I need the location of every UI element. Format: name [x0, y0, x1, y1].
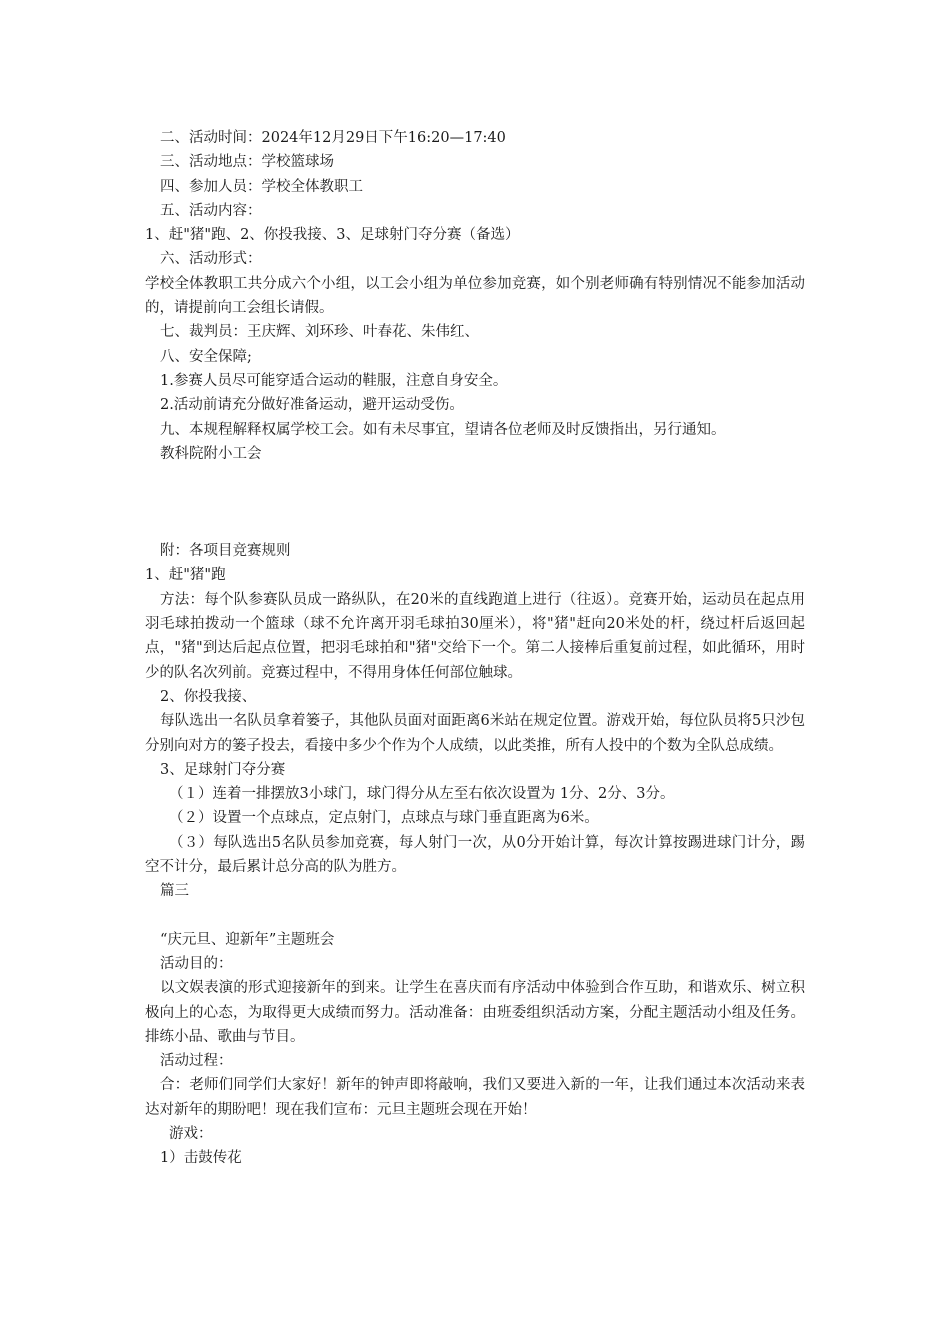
theme-title: “庆元旦、迎新年”主题班会 [160, 931, 335, 948]
purpose-heading: 活动目的： [160, 955, 233, 972]
game-heading: 游戏： [169, 1125, 213, 1142]
rule1-heading: 1、赶"猪"跑 [145, 567, 226, 584]
rule2-heading: 2、你投我接、 [160, 688, 257, 705]
participants: 四、参加人员：学校全体教职工 [160, 178, 363, 195]
purpose-paragraph: 以文娱表演的形式迎接新年的到来。让学生在喜庆而有序活动中体验到合作互助，和谐欢乐、树立积极向上的心态，为取得更大成绩而努力。活动准备：由班委组织活动方案，分配主题活动小组及任务。排练小品、歌曲与节目。 [145, 980, 805, 1045]
rule1-paragraph: 方法：每个队参赛队员成一路纵队，在20米的直线跑道上进行（往返）。竞赛开始，运动员在起点用羽毛球拍拨动一个篮球（球不允许离开羽毛球拍30厘米），将"猪"赶向20米处的杆，绕过杆后返回起点，"猪"到达后起点位置，把羽毛球拍和"猪"交给下一个。第二人接棒后重复前过程，如此循环，用时少的队名次列前。竞赛过程中，不得用身体任何部位触球。 [145, 591, 805, 681]
process-heading: 活动过程： [160, 1053, 233, 1070]
game-item-1: 1）击鼓传花 [160, 1150, 242, 1167]
referees: 七、裁判员：王庆辉、刘环珍、叶春花、朱伟红、 [160, 324, 479, 341]
process-paragraph: 合：老师们同学们大家好！新年的钟声即将敲响，我们又要进入新的一年，让我们通过本次活动来表达对新年的期盼吧！现在我们宣布：元旦主题班会现在开始！ [145, 1077, 805, 1118]
organizer: 教科院附小工会 [160, 445, 262, 462]
content-items: 1、赶"猪"跑、2、你投我接、3、足球射门夺分赛（备选） [145, 227, 520, 244]
interpretation: 九、本规程解释权属学校工会。如有未尽事宜，望请各位老师及时反馈指出，另行通知。 [160, 421, 726, 438]
rule3-item-2: （２）设置一个点球点，定点射门，点球点与球门垂直距离为6米。 [169, 810, 599, 827]
rule2-paragraph: 每队选出一名队员拿着篓子，其他队员面对面距离6米站在规定位置。游戏开始，每位队员将5只沙包分别向对方的篓子投去，看接中多少个作为个人成绩，以此类推，所有人投中的个数为全队总成绩。 [145, 713, 805, 754]
document-body [145, 126, 805, 1171]
rule3-item-3: （３）每队选出5名队员参加竞赛，每人射门一次，从0分开始计算，每次计算按踢进球门计分，踢空不计分，最后累计总分高的队为胜方。 [145, 834, 805, 876]
activity-place: 三、活动地点：学校篮球场 [160, 154, 334, 171]
rule3-item-1: （１）连着一排摆放3小球门，球门得分从左至右依次设置为 1分、2分、3分。 [169, 786, 675, 803]
safety-item-2: 2.活动前请充分做好准备运动，避开运动受伤。 [160, 397, 464, 414]
spacer [145, 904, 805, 928]
safety-item-1: 1.参赛人员尽可能穿适合运动的鞋服，注意自身安全。 [160, 372, 508, 389]
form-paragraph: 学校全体教职工共分成六个小组，以工会小组为单位参加竞赛，如个别老师确有特别情况不能参加活动的，请提前向工会组长请假。 [145, 275, 805, 317]
activity-time: 二、活动时间：2024年12月29日下午16:20—17:40 [160, 130, 506, 146]
safety-heading: 八、安全保障; [160, 348, 252, 365]
rule3-heading: 3、足球射门夺分赛 [160, 761, 286, 778]
appendix-heading: 附：各项目竞赛规则 [160, 543, 291, 560]
form-heading: 六、活动形式： [160, 251, 262, 268]
spacer [145, 466, 805, 539]
part-three-label: 篇三 [160, 883, 189, 900]
content-heading: 五、活动内容： [160, 202, 262, 219]
